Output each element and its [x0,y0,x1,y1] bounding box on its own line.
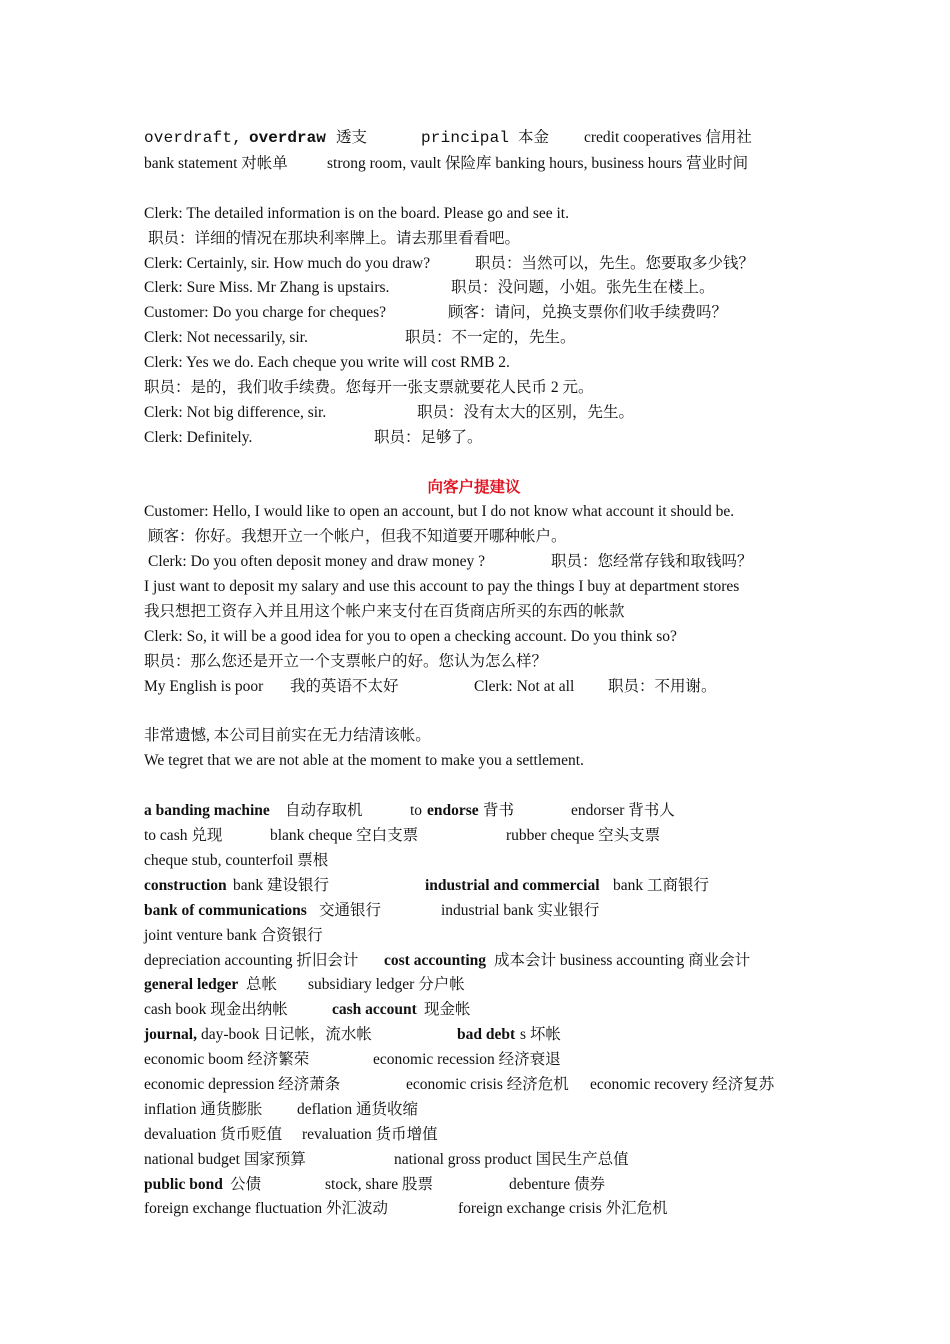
vocab-row: journal, day-book 日记帐，流水帐 bad debt s 坏帐 [144,1026,561,1044]
vocab-row: cash book 现金出纳帐 cash account 现金帐 [144,1001,471,1019]
term-overdraw-cn: 透支 [336,129,368,146]
vocab-row: to cash 兑现 blank cheque 空白支票 rubber cheque 空头支票 [144,827,661,845]
regret-cn: 非常遗憾, 本公司目前实在无力结清该帐。 [144,727,431,745]
vocab-row: general ledger 总帐 subsidiary ledger 分户帐 [144,976,465,994]
term-principal: principal [421,129,510,147]
vocab-row: depreciation accounting 折旧会计 cost accounting 成本会计 business accounting 商业会计 [144,951,751,969]
blank-line [144,774,804,799]
dialog-line: I just want to deposit my salary and use this account to pay the things I buy at department stores [144,578,740,596]
blank-line [144,177,804,202]
blank-line [144,451,804,476]
dialog-line: Customer: Do you charge for cheques? 顾客：请问，兑换支票你们收手续费吗？ [144,304,728,322]
vocab-row: construction bank 建设银行 industrial and commercial bank 工商银行 [144,876,710,894]
dialog-line: 我只想把工资存入并且用这个帐户来支付在百货商店所买的东西的帐款 [144,603,625,621]
dialog-line: My English is poor 我的英语不太好 Clerk: Not at all 职员：不用谢。 [144,677,717,695]
vocab-top-line-2 [144,152,804,177]
term-overdraft: overdraft, [144,129,243,147]
term-credit-cooperatives: credit cooperatives 信用社 [584,129,752,146]
dialog-line: Clerk: Yes we do. Each cheque you write will cost RMB 2. [144,354,510,372]
term-strong-room: strong room, vault 保险库 banking hours, business hours 营业时间 [327,155,749,172]
dialog-line: 顾客：你好。我想开立一个帐户，但我不知道要开哪种帐户。 [148,528,567,546]
dialog-line: Clerk: Definitely. 职员：足够了。 [144,428,483,446]
term-overdraw: overdraw [249,129,326,147]
vocab-row: foreign exchange fluctuation 外汇波动 foreign exchange crisis 外汇危机 [144,1200,668,1218]
dialog-line: 职员：详细的情况在那块利率牌上。请去那里看看吧。 [148,229,521,247]
dialog-line: Clerk: The detailed information is on the board. Please go and see it. [144,204,569,222]
dialog-line: Customer: Hello, I would like to open an account, but I do not know what account it should be. [144,503,735,521]
dialog-line: Clerk: Do you often deposit money and draw money ? 职员：您经常存钱和取钱吗？ [148,553,753,571]
dialog-line: Clerk: Not necessarily, sir. 职员：不一定的，先生。 [144,329,576,347]
vocab-row: joint venture bank 合资银行 [144,926,323,944]
term-principal-cn: 本金 [518,129,550,146]
regret-en: We tegret that we are not able at the moment to make you a settlement. [144,752,584,770]
dialog-line: Clerk: So, it will be a good idea for you to open a checking account. Do you think so? [144,627,677,645]
blank-line [144,700,804,725]
dialog-line: Clerk: Certainly, sir. How much do you draw? 职员：当然可以，先生。您要取多少钱？ [144,254,755,272]
vocab-row: economic depression 经济萧条 economic crisis 经济危机 economic recovery 经济复苏 [144,1075,775,1093]
document-page [144,124,804,1222]
vocab-row: economic boom 经济繁荣 economic recession 经济衰退 [144,1051,561,1069]
dialog-line: Clerk: Sure Miss. Mr Zhang is upstairs. 职员：没问题，小姐。张先生在楼上。 [144,279,715,297]
dialog-line: 职员：是的，我们收手续费。您每开一张支票就要花人民币 2 元。 [144,379,594,397]
section-title: 向客户提建议 [427,478,521,496]
vocab-top-line-1 [144,124,804,152]
dialog-line: 职员：那么您还是开立一个支票帐户的好。您认为怎么样？ [144,652,548,670]
vocab-row: inflation 通货膨胀 deflation 通货收缩 [144,1100,418,1118]
vocab-row: a banding machine 自动存取机 to endorse 背书 endorser 背书人 [144,802,675,820]
vocab-row: national budget 国家预算 national gross product 国民生产总值 [144,1150,629,1168]
vocab-row: devaluation 货币贬值 revaluation 货币增值 [144,1125,438,1143]
vocab-row: bank of communications 交通银行 industrial bank 实业银行 [144,901,600,919]
dialog-line: Clerk: Not big difference, sir. 职员：没有太大的区别，先生。 [144,403,635,421]
term-bank-statement: bank statement 对帐单 [144,155,288,172]
vocab-row: cheque stub, counterfoil 票根 [144,851,329,869]
vocab-row: public bond 公债 stock, share 股票 debenture 债券 [144,1175,605,1193]
